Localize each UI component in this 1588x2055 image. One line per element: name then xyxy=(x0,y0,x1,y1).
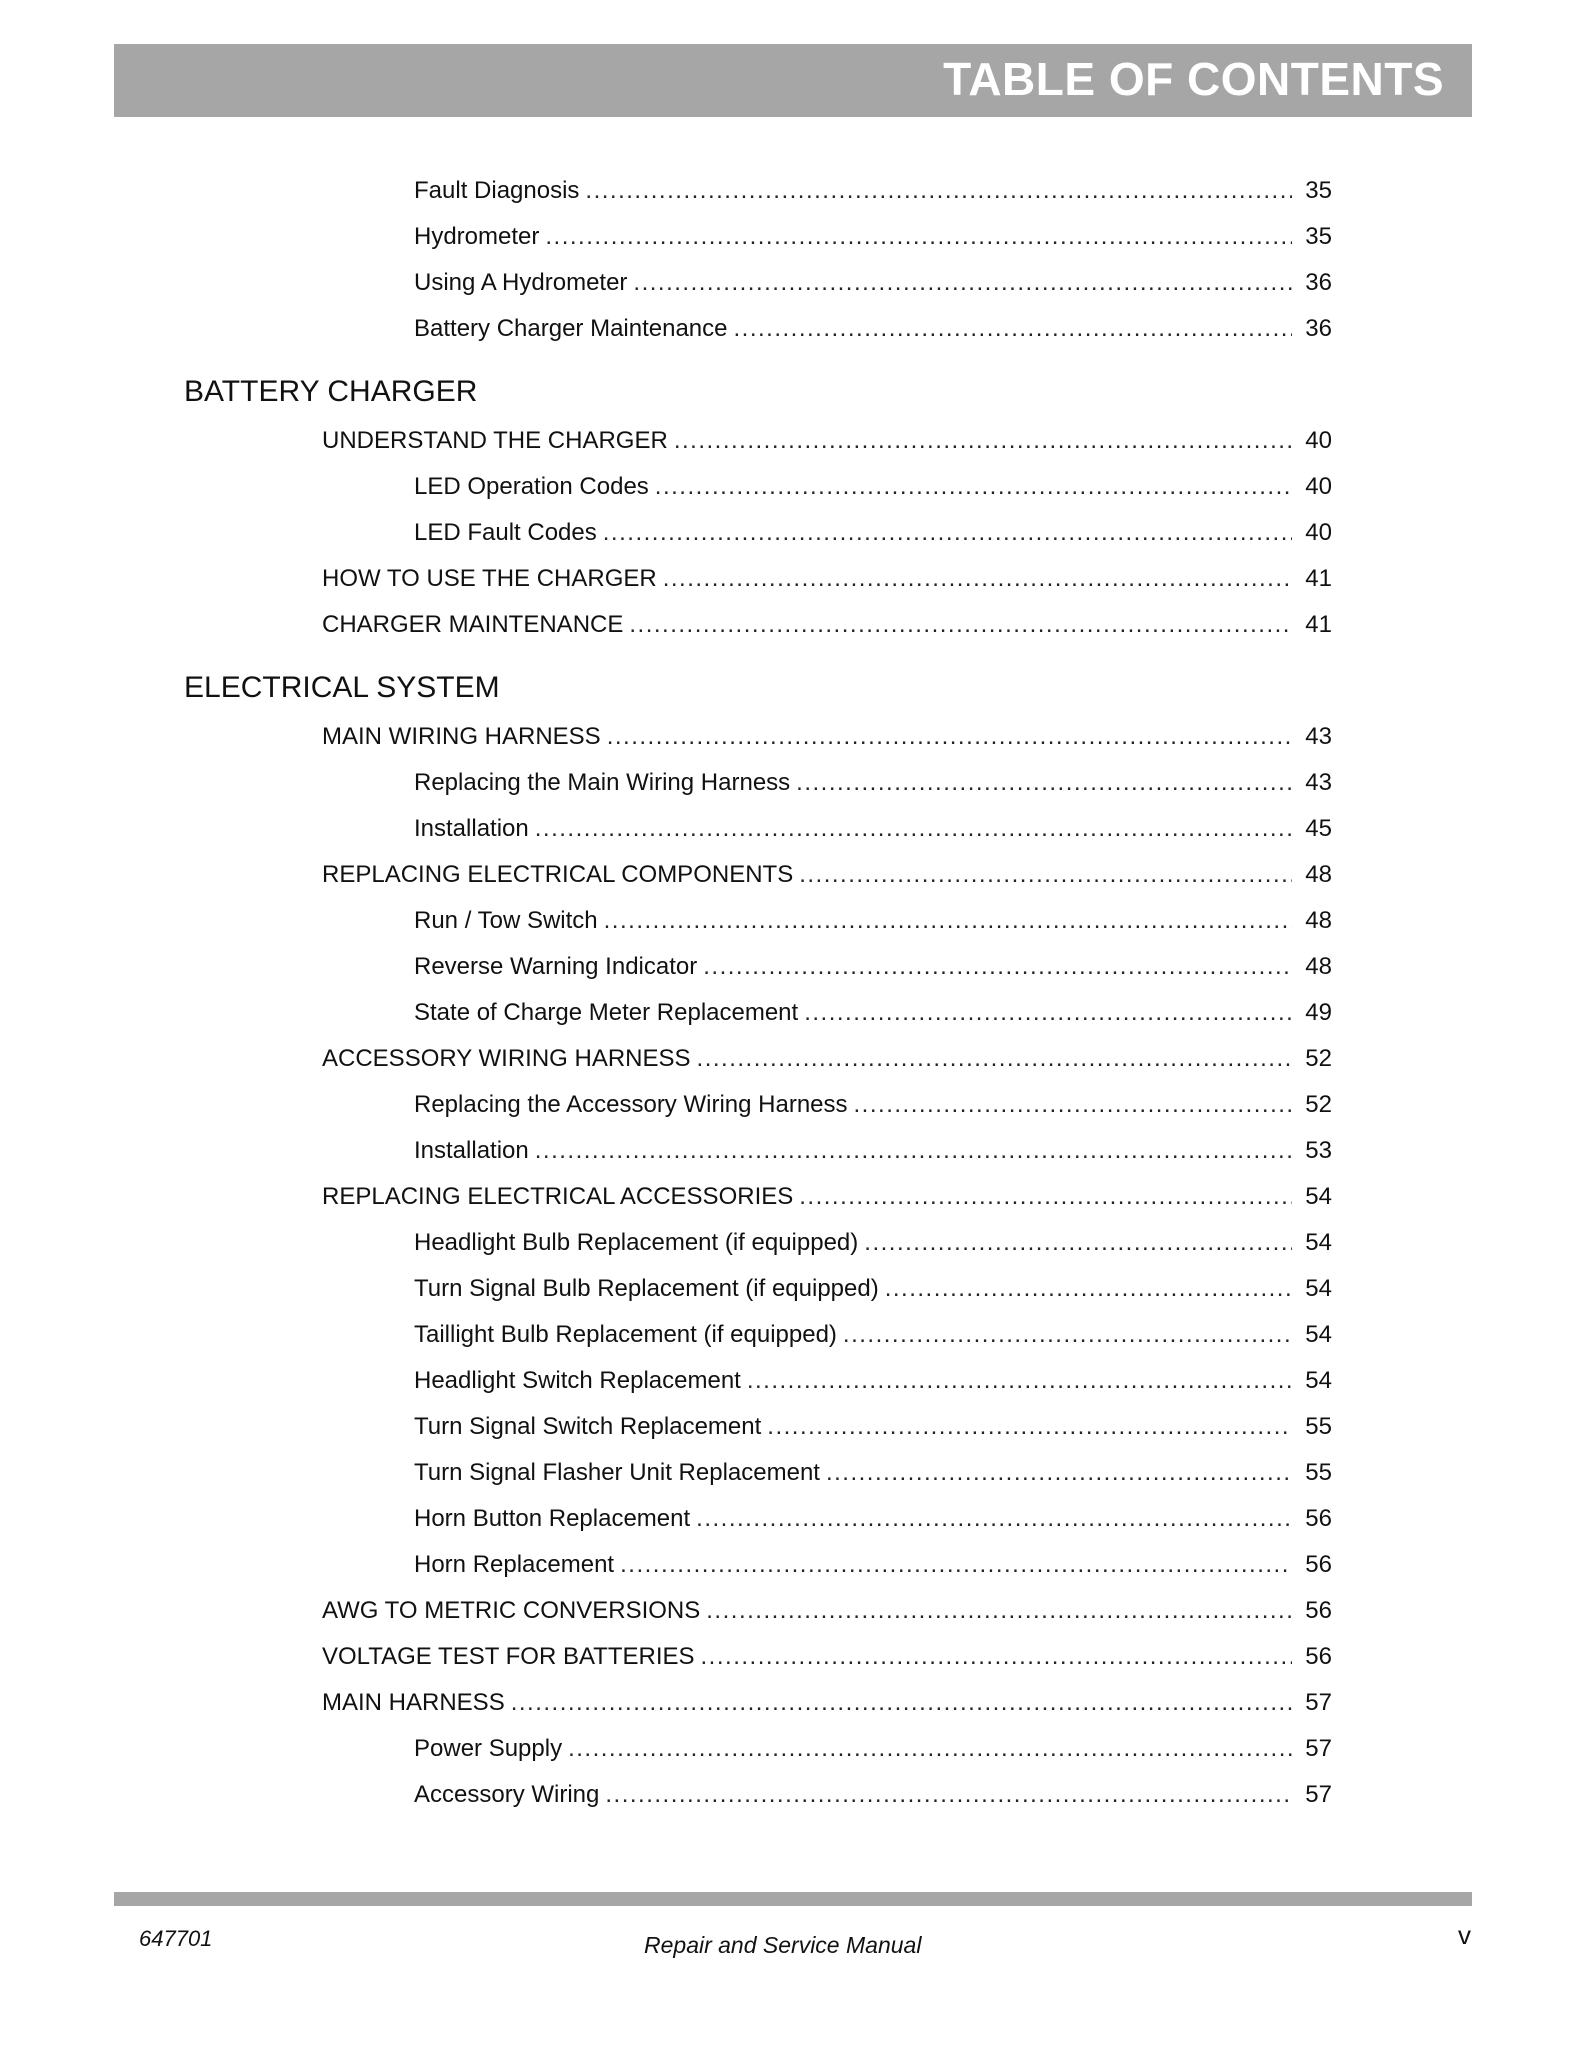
dot-leader xyxy=(706,1594,1292,1628)
toc-sub-entry[interactable] xyxy=(414,1134,1332,1168)
toc-sub-entry[interactable] xyxy=(414,174,1332,208)
toc-sub-entry[interactable] xyxy=(414,1364,1332,1398)
toc-entry-page: 41 xyxy=(1305,565,1332,592)
header-bar xyxy=(114,44,1472,117)
dot-leader xyxy=(535,812,1292,846)
toc-main-entry[interactable] xyxy=(322,1594,1332,1628)
dot-leader xyxy=(843,1318,1292,1352)
toc-entry-label: VOLTAGE TEST FOR BATTERIES xyxy=(322,1643,695,1670)
dot-leader xyxy=(568,1732,1292,1766)
toc-sub-entry[interactable] xyxy=(414,812,1332,846)
toc-entry-label: Replacing the Main Wiring Harness xyxy=(414,769,791,796)
toc-entry-page: 45 xyxy=(1305,815,1332,842)
toc-entry-page: 53 xyxy=(1305,1137,1332,1164)
dot-leader xyxy=(620,1548,1292,1582)
toc-entry-label: MAIN WIRING HARNESS xyxy=(322,723,601,750)
toc-sub-entry[interactable] xyxy=(414,470,1332,504)
toc-sub-entry[interactable] xyxy=(414,516,1332,550)
dot-leader xyxy=(826,1456,1292,1490)
toc-entry-label: Replacing the Accessory Wiring Harness xyxy=(414,1091,848,1118)
toc-main-entry[interactable] xyxy=(322,1180,1332,1214)
toc-entry-label: Reverse Warning Indicator xyxy=(414,953,698,980)
toc-entry-label: REPLACING ELECTRICAL ACCESSORIES xyxy=(322,1183,794,1210)
toc-entry-page: 40 xyxy=(1305,427,1332,454)
toc-entry-label: Taillight Bulb Replacement (if equipped) xyxy=(414,1321,837,1348)
toc-entry-label: Headlight Bulb Replacement (if equipped) xyxy=(414,1229,859,1256)
toc-entry-page: 52 xyxy=(1305,1091,1332,1118)
toc-sub-entry[interactable] xyxy=(414,1732,1332,1766)
toc-entry-page: 48 xyxy=(1305,907,1332,934)
dot-leader xyxy=(854,1088,1292,1122)
toc-entry-page: 55 xyxy=(1305,1459,1332,1486)
toc-entry-page: 35 xyxy=(1305,223,1332,250)
dot-leader xyxy=(703,950,1292,984)
toc-sub-entry[interactable] xyxy=(414,1778,1332,1812)
page-title: TABLE OF CONTENTS xyxy=(943,53,1444,105)
toc-entry-page: 41 xyxy=(1305,611,1332,638)
toc-sub-entry[interactable] xyxy=(414,312,1332,346)
toc-sub-entry[interactable] xyxy=(414,1226,1332,1260)
toc-entry-label: Horn Button Replacement xyxy=(414,1505,691,1532)
toc-sub-entry[interactable] xyxy=(414,1502,1332,1536)
toc-sub-entry[interactable] xyxy=(414,1088,1332,1122)
dot-leader xyxy=(511,1686,1292,1720)
page-number: v xyxy=(1458,1920,1471,1950)
dot-leader xyxy=(697,1042,1292,1076)
toc-entry-label: Installation xyxy=(414,1137,529,1164)
document-number: 647701 xyxy=(139,1926,213,1951)
toc-entry-page: 57 xyxy=(1305,1689,1332,1716)
toc-entry-page: 56 xyxy=(1305,1551,1332,1578)
toc-entry-label: Installation xyxy=(414,815,529,842)
toc-sub-entry[interactable] xyxy=(414,1272,1332,1306)
toc-entry-label: Battery Charger Maintenance xyxy=(414,315,728,342)
toc-entry-page: 56 xyxy=(1305,1505,1332,1532)
section-heading: ELECTRICAL SYSTEM xyxy=(184,671,500,704)
dot-leader xyxy=(864,1226,1292,1260)
dot-leader xyxy=(796,766,1292,800)
toc-entry-page: 54 xyxy=(1305,1367,1332,1394)
toc-sub-entry[interactable] xyxy=(414,266,1332,300)
toc-entry-page: 56 xyxy=(1305,1597,1332,1624)
toc-entry-label: ACCESSORY WIRING HARNESS xyxy=(322,1045,691,1072)
dot-leader xyxy=(799,858,1292,892)
toc-entry-label: LED Fault Codes xyxy=(414,519,597,546)
dot-leader xyxy=(885,1272,1292,1306)
toc-entry-label: CHARGER MAINTENANCE xyxy=(322,611,624,638)
dot-leader xyxy=(696,1502,1292,1536)
dot-leader xyxy=(629,608,1292,642)
toc-entry-page: 49 xyxy=(1305,999,1332,1026)
toc-entry-page: 43 xyxy=(1305,769,1332,796)
toc-entry-page: 36 xyxy=(1305,315,1332,342)
dot-leader xyxy=(607,720,1292,754)
toc-entry-label: LED Operation Codes xyxy=(414,473,649,500)
toc-entry-label: UNDERSTAND THE CHARGER xyxy=(322,427,668,454)
toc-entry-page: 35 xyxy=(1305,177,1332,204)
toc-entry-label: Accessory Wiring xyxy=(414,1781,600,1808)
dot-leader xyxy=(545,220,1292,254)
toc-entry-page: 54 xyxy=(1305,1321,1332,1348)
toc-entry-page: 40 xyxy=(1305,473,1332,500)
toc-entry-page: 48 xyxy=(1305,953,1332,980)
toc-entry-label: Turn Signal Switch Replacement xyxy=(414,1413,762,1440)
dot-leader xyxy=(674,424,1292,458)
dot-leader xyxy=(663,562,1292,596)
toc-sub-entry[interactable] xyxy=(414,1456,1332,1490)
toc-entry-label: Turn Signal Flasher Unit Replacement xyxy=(414,1459,820,1486)
dot-leader xyxy=(633,266,1292,300)
toc-sub-entry[interactable] xyxy=(414,950,1332,984)
toc-entry-page: 54 xyxy=(1305,1229,1332,1256)
toc-entry-page: 40 xyxy=(1305,519,1332,546)
dot-leader xyxy=(804,996,1292,1030)
toc-main-entry[interactable] xyxy=(322,858,1332,892)
manual-title: Repair and Service Manual xyxy=(644,1932,922,1958)
footer-bar xyxy=(114,1892,1472,1906)
toc-sub-entry[interactable] xyxy=(414,996,1332,1030)
dot-leader xyxy=(655,470,1292,504)
toc-entry-label: Horn Replacement xyxy=(414,1551,615,1578)
dot-leader xyxy=(603,516,1292,550)
dot-leader xyxy=(747,1364,1292,1398)
toc-main-entry[interactable] xyxy=(322,720,1332,754)
dot-leader xyxy=(734,312,1293,346)
toc-entry-page: 55 xyxy=(1305,1413,1332,1440)
toc-entry-label: AWG TO METRIC CONVERSIONS xyxy=(322,1597,701,1624)
toc-sub-entry[interactable] xyxy=(414,1410,1332,1444)
dot-leader xyxy=(604,904,1292,938)
toc-entry-label: MAIN HARNESS xyxy=(322,1689,505,1716)
toc-main-entry[interactable] xyxy=(322,424,1332,458)
toc-main-entry[interactable] xyxy=(322,1686,1332,1720)
toc-entry-label: HOW TO USE THE CHARGER xyxy=(322,565,657,592)
toc-entry-page: 54 xyxy=(1305,1183,1332,1210)
toc-main-entry[interactable] xyxy=(322,562,1332,596)
toc-sub-entry[interactable] xyxy=(414,220,1332,254)
toc-sub-entry[interactable] xyxy=(414,766,1332,800)
dot-leader xyxy=(701,1640,1292,1674)
toc-entry-page: 57 xyxy=(1305,1781,1332,1808)
toc-entry-page: 43 xyxy=(1305,723,1332,750)
toc-entry-label: REPLACING ELECTRICAL COMPONENTS xyxy=(322,861,794,888)
toc-entry-label: Fault Diagnosis xyxy=(414,177,580,204)
toc-entry-page: 54 xyxy=(1305,1275,1332,1302)
toc-entry-label: Using A Hydrometer xyxy=(414,269,628,296)
dot-leader xyxy=(585,174,1292,208)
toc-entry-page: 56 xyxy=(1305,1643,1332,1670)
toc-entry-page: 57 xyxy=(1305,1735,1332,1762)
toc-entry-label: Hydrometer xyxy=(414,223,540,250)
section-heading: BATTERY CHARGER xyxy=(184,375,478,408)
toc-main-entry[interactable] xyxy=(322,608,1332,642)
toc-sub-entry[interactable] xyxy=(414,1548,1332,1582)
dot-leader xyxy=(605,1778,1292,1812)
toc-entry-page: 36 xyxy=(1305,269,1332,296)
toc-entry-label: Headlight Switch Replacement xyxy=(414,1367,741,1394)
toc-entry-page: 52 xyxy=(1305,1045,1332,1072)
toc-entry-label: State of Charge Meter Replacement xyxy=(414,999,799,1026)
dot-leader xyxy=(767,1410,1292,1444)
dot-leader xyxy=(535,1134,1292,1168)
toc-sub-entry[interactable] xyxy=(414,904,1332,938)
toc-main-entry[interactable] xyxy=(322,1042,1332,1076)
toc-entry-label: Power Supply xyxy=(414,1735,563,1762)
dot-leader xyxy=(799,1180,1292,1214)
toc-entry-label: Turn Signal Bulb Replacement (if equipped) xyxy=(414,1275,879,1302)
toc-entry-page: 48 xyxy=(1305,861,1332,888)
toc-sub-entry[interactable] xyxy=(414,1318,1332,1352)
toc-entry-label: Run / Tow Switch xyxy=(414,907,598,934)
toc-main-entry[interactable] xyxy=(322,1640,1332,1674)
